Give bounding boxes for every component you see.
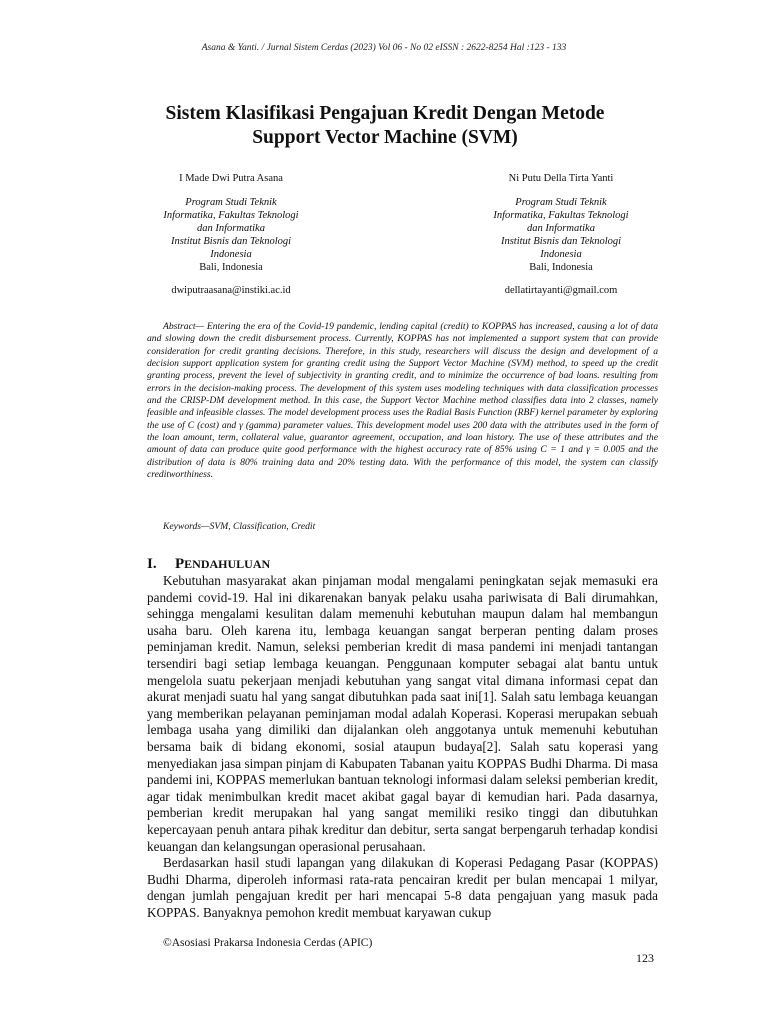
affiliation-line: Program Studi Teknik <box>185 197 277 208</box>
affiliation-line: Indonesia <box>210 249 252 260</box>
author-email: dwiputraasana@instiki.ac.id <box>171 285 291 296</box>
abstract-text: Abstract— Entering the era of the Covid-19 pandemic, lending capital (credit) to KOPPAS has increased, causing a lot of data and slowing down the credit disbursement process. Currently, KOPPAS has not implemented a support system that can provide consideration for credit granting decisions. Therefore, in this study, researchers will discuss the design and development of a decision support application system for granting credit using the Support Vector Machine (SVM) method, to speed up the credit granting process, prevent the level of subjectivity in granting credit, and to minimize the occurrence of bad loans. resulting from errors in the decision-making process. The development of this system uses modeling techniques with data classification processes and the CRISP-DM development method. In this case, the Support Vector Machine method classifies data into 2 classes, namely feasible and infeasible classes. The model development process uses the Radial Basis Function (RBF) kernel parameter by exploring the use of C (cost) and γ (gamma) parameter values. This development model uses 200 data with the attributes used in the form of the loan amount, term, collateral value, guarantor agreement, occupation, and loan history. The use of these attributes and the amount of data can produce quite good performance with the highest accuracy rate of 85% using C = 1 and γ = 0.005 and the distribution of data is 80% training data and 20% testing data. With the performance of this model, the system can classify creditworthiness. <box>147 321 658 481</box>
affiliation-line: dan Informatika <box>527 223 595 234</box>
footer-copyright: ©Asosiasi Prakarsa Indonesia Cerdas (APIC) <box>163 937 373 949</box>
author-block-1 <box>116 172 346 297</box>
author-affiliation <box>446 196 676 261</box>
body-text <box>147 573 658 921</box>
affiliation-line: Informatika, Fakultas Teknologi <box>163 210 299 221</box>
section-heading <box>147 556 270 573</box>
affiliation-line: Institut Bisnis dan Teknologi <box>500 236 622 247</box>
affiliation-line: Program Studi Teknik <box>515 197 607 208</box>
affiliation-line: Institut Bisnis dan Teknologi <box>170 236 292 247</box>
section-title-initial: P <box>175 556 185 572</box>
author-location: Bali, Indonesia <box>199 262 263 273</box>
keywords: Keywords—SVM, Classification, Credit <box>163 521 316 532</box>
affiliation-line: Indonesia <box>540 249 582 260</box>
section-number: I. <box>147 556 157 572</box>
author-name: Ni Putu Della Tirta Yanti <box>508 173 614 184</box>
paper-title <box>60 102 710 150</box>
paragraph: Berdasarkan hasil studi lapangan yang dilakukan di Koperasi Pedagang Pasar (KOPPAS) Budhi Dharma, diperoleh informasi rata-rata pencairan kredit per bulan mencapai 1 milyar, dengan jumlah pengajuan kredit per hari mencapai 5-8 data pengajuan yang masuk pada KOPPAS. Banyaknya pemohon kredit membuat karyawan cukup <box>147 855 658 920</box>
affiliation-line: dan Informatika <box>197 223 265 234</box>
author-location: Bali, Indonesia <box>529 262 593 273</box>
running-header: Asana & Yanti. / Jurnal Sistem Cerdas (2023) Vol 06 - No 02 eISSN : 2622-8254 Hal :123 - 133 <box>201 43 567 53</box>
author-name: I Made Dwi Putra Asana <box>179 173 283 184</box>
abstract <box>147 321 658 481</box>
affiliation-line: Informatika, Fakultas Teknologi <box>493 210 629 221</box>
author-affiliation <box>116 196 346 261</box>
author-block-2 <box>446 172 676 297</box>
paragraph: Kebutuhan masyarakat akan pinjaman modal mengalami peningkatan sejak memasuki era pandemi covid-19. Hal ini dikarenakan banyak pelaku usaha pariwisata di Bali dirumahkan, sehingga mengalami kesulitan dalam memenuhi kebutuhan maupun dalam hal membangun usaha baru. Oleh karena itu, lembaga keuangan sangat berperan penting dalam proses peminjaman kredit. Namun, seleksi pemberian kredit di masa pandemi ini menjadi tantangan tersendiri bagi setiap lembaga keuangan. Penggunaan komputer sebagai alat bantu untuk mengelola suatu pekerjaan menjadi kebutuhan yang sangat vital dimana informasi cepat dan akurat menjadi suatu hal yang sangat dibutuhkan pada saat ini[1]. Salah satu lembaga keuangan yang memberikan pelayanan peminjaman modal adalah Koperasi. Koperasi merupakan sebuah lembaga usaha yang dimiliki dan dijalankan oleh anggotanya untuk memenuhi kebutuhan bersama baik di bidang ekonomi, sosial ataupun budaya[2]. Salah satu koperasi yang menyediakan jasa simpan pinjam di Kabupaten Tabanan yaitu KOPPAS Budhi Dharma. Di masa pandemi ini, KOPPAS memerlukan bantuan teknologi informasi dalam seleksi pemberian kredit, agar tidak menimbulkan kredit macet akibat gagal bayar di kemudian hari. Pada dasarnya, pemberian kredit merupakan hal yang sangat memiliki resiko tinggi dan dibutuhkan kepercayaan penuh antara pihak kreditur dan debitur, serta sangat berpengaruh terhadap kondisi keuangan dan kelangsungan operasional perusahaan. <box>147 573 658 854</box>
section-title-rest: ENDAHULUAN <box>184 557 271 571</box>
title-line-2: Support Vector Machine (SVM) <box>252 127 518 148</box>
author-email: dellatirtayanti@gmail.com <box>504 285 618 296</box>
page-number: 123 <box>636 951 654 965</box>
title-line-1: Sistem Klasifikasi Pengajuan Kredit Dengan Metode <box>165 103 605 124</box>
